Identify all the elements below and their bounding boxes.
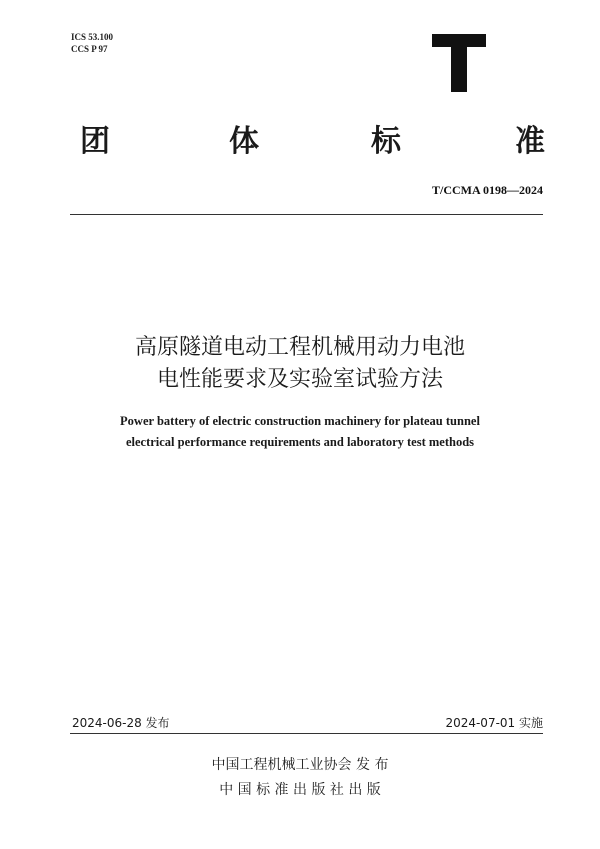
category-char-1: 团 (80, 124, 110, 159)
top-divider (70, 214, 543, 215)
chinese-title-line-1: 高原隧道电动工程机械用动力电池 (134, 335, 465, 360)
publishing-house: 中 国 标 准 出 版 社 出 版 (219, 782, 381, 798)
classification-codes (71, 31, 113, 55)
chinese-title-line-2: 电性能要求及实验室试验方法 (156, 367, 443, 392)
ccs-code: CCS P 97 (71, 44, 108, 54)
standard-logo-t (432, 34, 486, 92)
english-title-line-1: Power battery of electric construction machinery for plateau tunnel (120, 414, 480, 428)
standard-number: T/CCMA 0198—2024 (432, 183, 543, 197)
standard-category-heading (0, 122, 600, 162)
issuing-organization: 中国工程机械工业协会 发 布 (211, 757, 389, 773)
category-char-4: 准 (515, 124, 545, 159)
ics-code: ICS 53.100 (71, 32, 114, 42)
category-char-3: 标 (371, 124, 401, 159)
bottom-divider (70, 733, 543, 734)
category-char-2: 体 (229, 124, 259, 159)
issue-date: 2024-06-28 发布 (72, 716, 170, 730)
english-title-line-2: electrical performance requirements and laboratory test methods (125, 435, 475, 449)
implementation-date: 2024-07-01 实施 (445, 716, 543, 730)
